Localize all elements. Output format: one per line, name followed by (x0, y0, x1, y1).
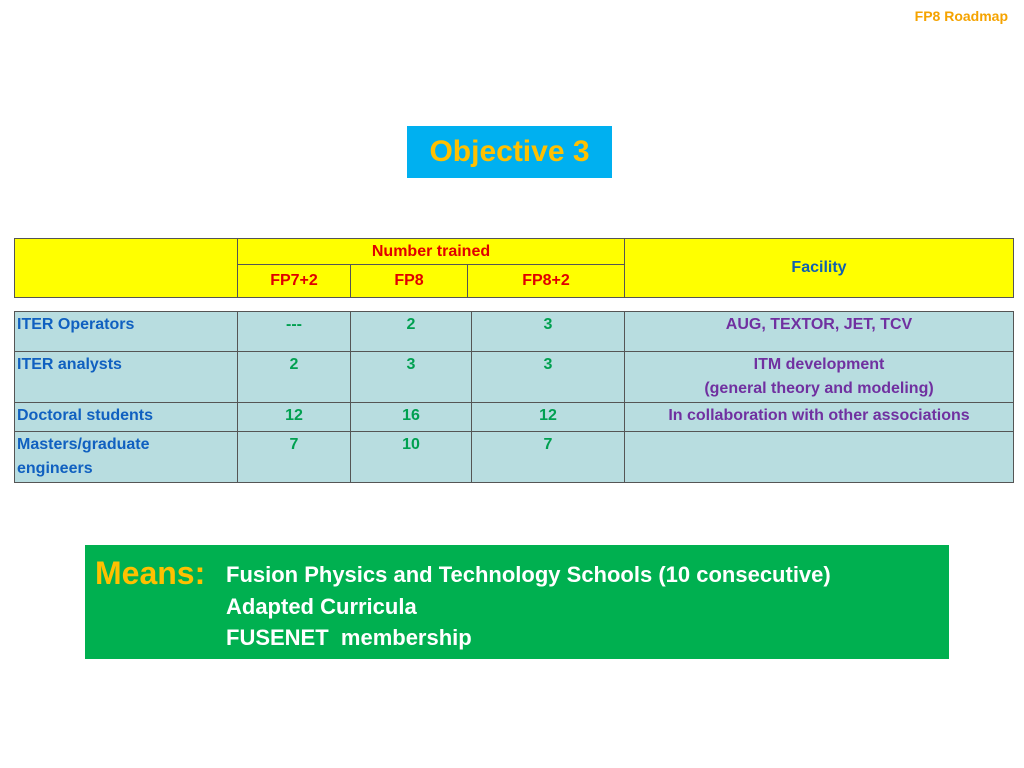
cell-facility (625, 352, 1014, 403)
means-label: Means: (95, 555, 206, 591)
row-label: ITER Operators (15, 312, 238, 352)
facility-header: Facility (625, 239, 1014, 298)
cell-facility (625, 312, 1014, 352)
header-tag: FP8 Roadmap (914, 8, 1008, 24)
cell-fp8: 10 (351, 432, 472, 483)
row-label (15, 432, 238, 483)
cell-facility (625, 403, 1014, 432)
cell-fp8-2: 3 (472, 312, 625, 352)
number-trained-header: Number trained (238, 239, 625, 265)
means-item: FUSENET membership (226, 625, 472, 650)
cell-fp8-2: 12 (472, 403, 625, 432)
means-box (85, 545, 949, 659)
cell-fp8: 2 (351, 312, 472, 352)
cell-facility (625, 432, 1014, 483)
row-label: ITER analysts (15, 352, 238, 403)
facility-line: In collaboration with other associations (668, 407, 970, 424)
col-header-fp7-2: FP7+2 (238, 265, 351, 298)
cell-fp7-2: 7 (238, 432, 351, 483)
table-row (15, 403, 1014, 432)
col-header-fp8: FP8 (351, 265, 468, 298)
cell-fp8-2: 3 (472, 352, 625, 403)
cell-fp7-2: 12 (238, 403, 351, 432)
table-row (15, 352, 1014, 403)
cell-fp8-2: 7 (472, 432, 625, 483)
row-label-line: engineers (17, 460, 93, 477)
objective-title: Objective 3 (407, 126, 612, 178)
table-header (14, 238, 1014, 298)
cell-fp7-2: --- (238, 312, 351, 352)
col-header-fp8-2: FP8+2 (468, 265, 625, 298)
row-label: Doctoral students (15, 403, 238, 432)
cell-fp7-2: 2 (238, 352, 351, 403)
cell-fp8: 16 (351, 403, 472, 432)
facility-line: ITM development (753, 356, 885, 373)
facility-line: AUG, TEXTOR, JET, TCV (725, 316, 913, 333)
row-label-line: Masters/graduate (17, 436, 150, 453)
training-table (14, 311, 1014, 483)
means-item: Fusion Physics and Technology Schools (10 consecutive) (226, 562, 831, 587)
facility-line: (general theory and modeling) (704, 380, 934, 397)
means-item: Adapted Curricula (226, 594, 417, 619)
header-empty-cell (15, 239, 238, 298)
table-row (15, 432, 1014, 483)
table-row (15, 312, 1014, 352)
cell-fp8: 3 (351, 352, 472, 403)
